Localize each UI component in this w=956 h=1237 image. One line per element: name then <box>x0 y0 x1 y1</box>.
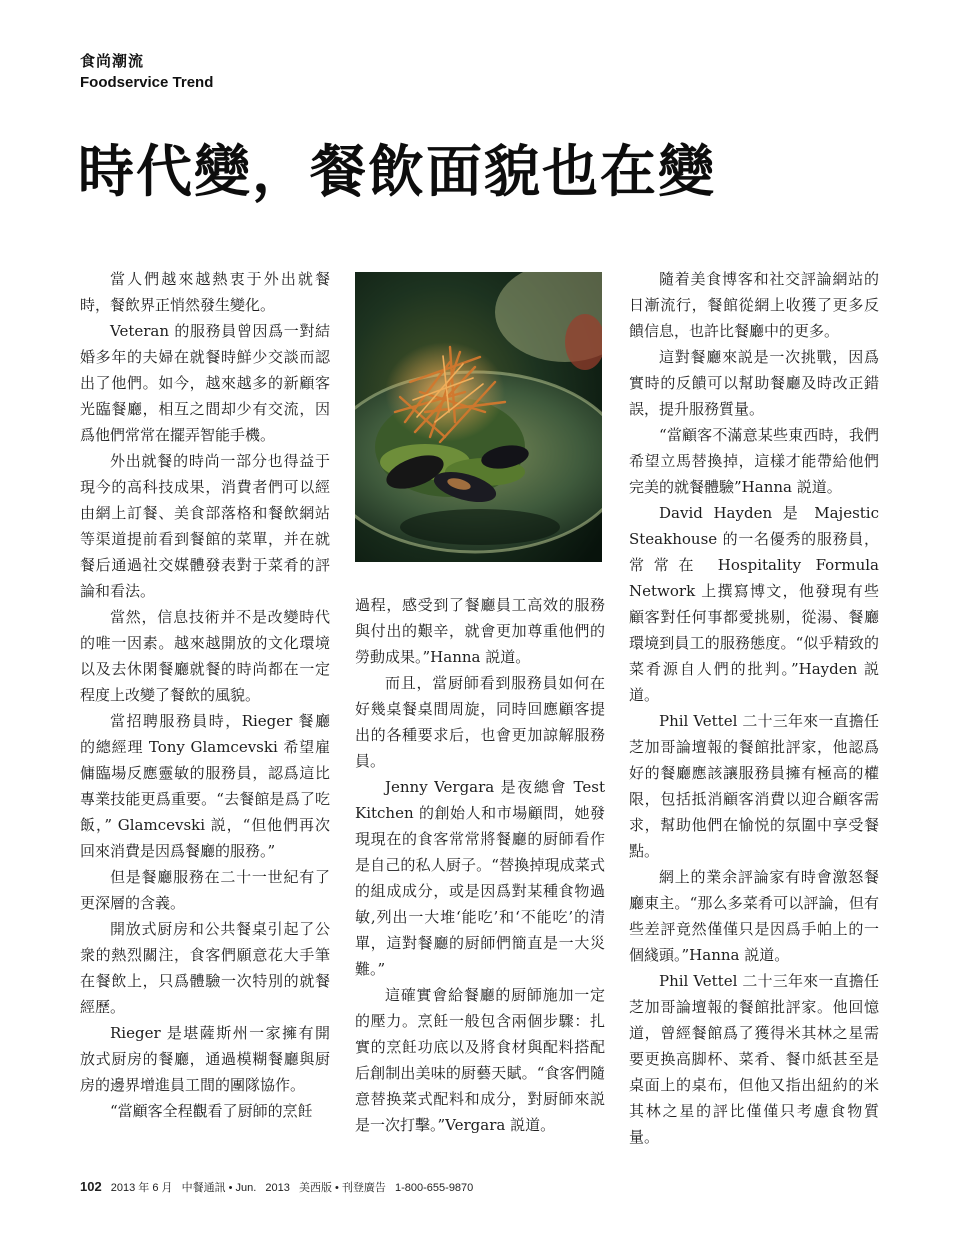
section-title-zh: 食尚潮流 <box>80 52 145 70</box>
paragraph: 開放式厨房和公共餐桌引起了公衆的熱烈關注，食客們願意花大手筆在餐飲上，只爲體驗一次特別的就餐經歷。 <box>80 920 330 1016</box>
paragraph: Veteran 的服務員曾因爲一對結婚多年的夫婦在就餐時鮮少交談而認出了他們。如今，越來越多的新顧客光臨餐廳，相互之間却少有交流，因爲他們常常在擺弄智能手機。 <box>80 322 330 444</box>
article-column-2 <box>355 592 605 1138</box>
paragraph: 當招聘服務員時，Rieger 餐廳的總經理 Tony Glamcevski 希望雇傭臨場反應靈敏的服務員，認爲這比專業技能更爲重要。“去餐館是爲了吃飯，” Glamcevski 説，“但他們再次回來消費是因爲餐廳的服務。” <box>80 712 330 860</box>
paragraph: Jenny Vergara 是夜總會 Test Kitchen 的創始人和市場顧問，她發現現在的食客常常將餐廳的厨師看作是自己的私人厨子。“替換掉現成菜式的組成成分，或是因爲對某種食物過敏,列出一大堆‘能吃’和‘不能吃’的清單，這對餐廳的厨師們簡直是一大災難。” <box>355 778 605 978</box>
page-number: 102 <box>80 1179 102 1194</box>
paragraph: “當顧客不滿意某些東西時，我們希望立馬替換掉，這樣才能帶給他們完美的就餐體驗”Hanna 説道。 <box>629 426 879 496</box>
paragraph: 這確實會給餐廳的厨師施加一定的壓力。烹飪一般包含兩個步驟：扎實的烹飪功底以及將食材與配料搭配后創制出美味的厨藝天賦。“食客們隨意替换菜式配料和成分，對厨師來説是一次打擊。”Vergara 説道。 <box>355 986 605 1134</box>
phone-number: 1-800-655-9870 <box>395 1182 474 1194</box>
mussel-salad-illustration <box>355 272 602 562</box>
paragraph: “當顧客全程觀看了厨師的烹飪 <box>110 1102 313 1120</box>
paragraph: Rieger 是堪薩斯州一家擁有開放式厨房的餐廳，通過模糊餐廳與厨房的邊界增進員工間的團隊協作。 <box>80 1024 330 1094</box>
edition-label: 美西版 • 刊登廣告 <box>298 1182 386 1194</box>
section-title-en: Foodservice Trend <box>80 74 214 91</box>
issue-year: 2013 <box>265 1182 290 1194</box>
paragraph: 但是餐廳服務在二十一世紀有了更深層的含義。 <box>80 868 330 912</box>
food-photo <box>355 272 602 562</box>
paragraph: David Hayden 是 Majestic Steakhouse 的一名優秀的服務員，常常在 Hospitality Formula Network 上撰寫博文，他發現有些顧客對任何事都愛挑剔，從湯、餐廳環境到員工的服務態度。“似乎精致的菜肴源自人們的批判。”Hayden 説道。 <box>629 504 879 704</box>
page-footer <box>80 1179 479 1195</box>
paragraph: 當然，信息技術并不是改變時代的唯一因素。越來越開放的文化環境以及去休閑餐廳就餐的時尚都在一定程度上改變了餐飲的風貌。 <box>80 608 330 704</box>
publication-name: 中餐通訊 • Jun. <box>181 1182 257 1194</box>
paragraph: Phil Vettel 二十三年來一直擔任芝加哥論壇報的餐館批評家。他回憶道，曾經餐館爲了獲得米其林之星需要更换高脚杯、菜肴、餐巾紙甚至是桌面上的桌布，但他又指出紐約的米其林之星的評比僅僅只考慮食物質量。 <box>629 972 879 1146</box>
paragraph: 隨着美食博客和社交評論網站的日漸流行，餐館從網上收獲了更多反饋信息，也許比餐廳中的更多。 <box>629 270 879 340</box>
article-headline: 時代變，餐飲面貌也在變 <box>78 139 716 205</box>
issue-date: 2013 年 6 月 <box>110 1182 173 1194</box>
paragraph: 當人們越來越熱衷于外出就餐時，餐飲界正悄然發生變化。 <box>80 270 330 314</box>
article-column-1 <box>80 266 330 1124</box>
paragraph: Phil Vettel 二十三年來一直擔任芝加哥論壇報的餐館批評家，他認爲好的餐廳應該讓服務員擁有極高的權限，包括抵消顧客消費以迎合顧客需求，幫助他們在愉悦的氛圍中享受餐點。 <box>629 712 879 860</box>
paragraph: 網上的業余評論家有時會激怒餐廳東主。“那么多菜肴可以評論，但有些差評竟然僅僅只是因爲手帕上的一個綫頭。”Hanna 説道。 <box>629 868 879 964</box>
paragraph: 而且，當厨師看到服務員如何在好幾桌餐桌間周旋，同時回應顧客提出的各種要求后，也會更加諒解服務員。 <box>355 674 605 770</box>
paragraph: 外出就餐的時尚一部分也得益于現今的高科技成果，消費者們可以經由網上訂餐、美食部落格和餐飲網站等渠道提前看到餐館的菜單，并在就餐后通過社交媒體發表對于菜肴的評論和看法。 <box>80 452 330 600</box>
paragraph: 過程，感受到了餐廳員工高效的服務與付出的艱辛，就會更加尊重他們的勞動成果。”Hanna 説道。 <box>355 596 605 666</box>
article-column-3 <box>629 266 879 1150</box>
paragraph: 這對餐廳來説是一次挑戰，因爲實時的反饋可以幫助餐廳及時改正錯誤，提升服務質量。 <box>629 348 879 418</box>
